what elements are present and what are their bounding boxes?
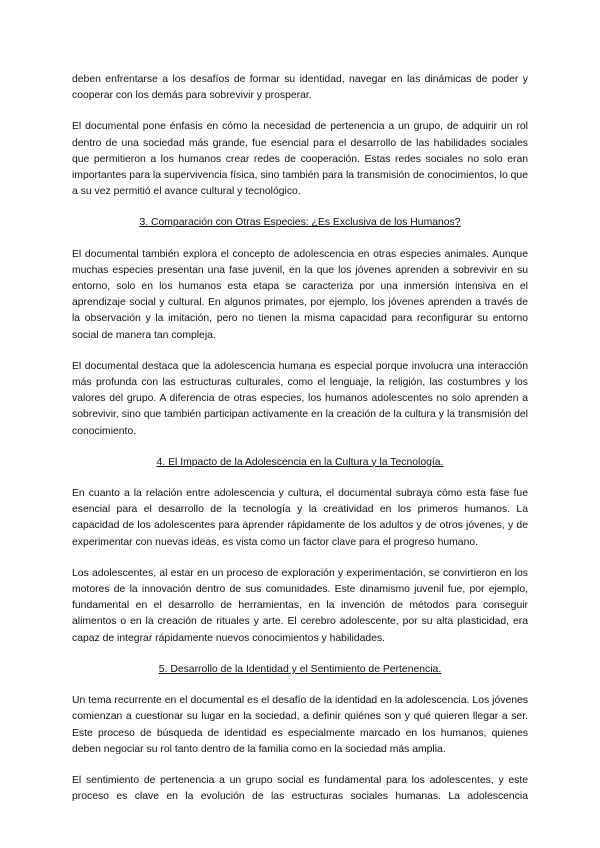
paragraph-1: deben enfrentarse a los desafíos de formar su identidad, navegar en las dinámicas de poder y cooperar con los demás para sobrevivir y prosperar. <box>72 74 528 102</box>
paragraph-8: El sentimiento de pertenencia a un grupo social es fundamental para los adolescentes, y este proceso es clave en la evolución de las estructuras sociales humanas. La adolescencia <box>72 774 528 803</box>
paragraph-5: En cuanto a la relación entre adolescencia y cultura, el documental subraya cómo esta fase fue esencial para el desarrollo de la tecnología y la creatividad en los primeros humanos. La capacidad de los adolescentes para aprender rápidamente de los adultos y de otros jóvenes, y de experimentar con nuevas ideas, es vista como un factor clave para el progreso humano. <box>72 488 528 548</box>
document-page <box>72 72 528 805</box>
paragraph-7: Un tema recurrente en el documental es el desafío de la identidad en la adolescencia. Los jóvenes comienzan a cuestionar su lugar en la sociedad, a definir quiénes son y qué quieren llegar a ser. Este proceso de búsqueda de identidad es especialmente marcado en los humanos, quienes deben negociar su rol tanto dentro de la familia como en la sociedad más amplia. <box>72 695 528 755</box>
section-heading-5: 5. Desarrollo de la Identidad y el Sentimiento de Pertenencia. <box>158 663 442 675</box>
section-heading-4: 4. El Impacto de la Adolescencia en la Cultura y la Tecnología. <box>156 456 444 468</box>
paragraph-4: El documental destaca que la adolescencia humana es especial porque involucra una interacción más profunda con las estructuras culturales, como el lenguaje, la religión, las costumbres y los valores del grupo. A diferencia de otras especies, los humanos adolescentes no solo aprenden a sobrevivir, sino que también participan activamente en la creación de la cultura y la transmisión del conocimiento. <box>72 360 528 437</box>
paragraph-3: El documental también explora el concepto de adolescencia en otras especies animales. Aunque muchas especies presentan una fase juvenil, en la que los jóvenes aprenden a sobrevivir en su entorno, solo en los humanos esta etapa se caracteriza por una inmersión intensiva en el aprendizaje social y cultural. En algunos primates, por ejemplo, los jóvenes aprenden a través de la observación y la imitación, pero no tienen la misma capacidad para reconfigurar su entorno social de manera tan compleja. <box>72 248 528 341</box>
paragraph-6: Los adolescentes, al estar en un proceso de exploración y experimentación, se convirtieron en los motores de la innovación dentro de sus comunidades. Este dinamismo juvenil fue, por ejemplo, fundamental en el desarrollo de herramientas, en la invención de métodos para conseguir alimentos o en la creación de rituales y arte. El cerebro adolescente, por su alta plasticidad, era capaz de integrar rápidamente nuevos conocimientos y habilidades. <box>72 567 528 644</box>
section-heading-3: 3. Comparación con Otras Especies: ¿Es Exclusiva de los Humanos? <box>139 217 461 229</box>
paragraph-2: El documental pone énfasis en cómo la necesidad de pertenencia a un grupo, de adquirir un rol dentro de una sociedad más grande, fue esencial para el desarrollo de las habilidades sociales que permitieron a los humanos crear redes de cooperación. Estas redes sociales no solo eran importantes para la supervivencia física, sino también para la transmisión de conocimientos, lo que a su vez permitió el avance cultural y tecnológico. <box>72 121 528 198</box>
